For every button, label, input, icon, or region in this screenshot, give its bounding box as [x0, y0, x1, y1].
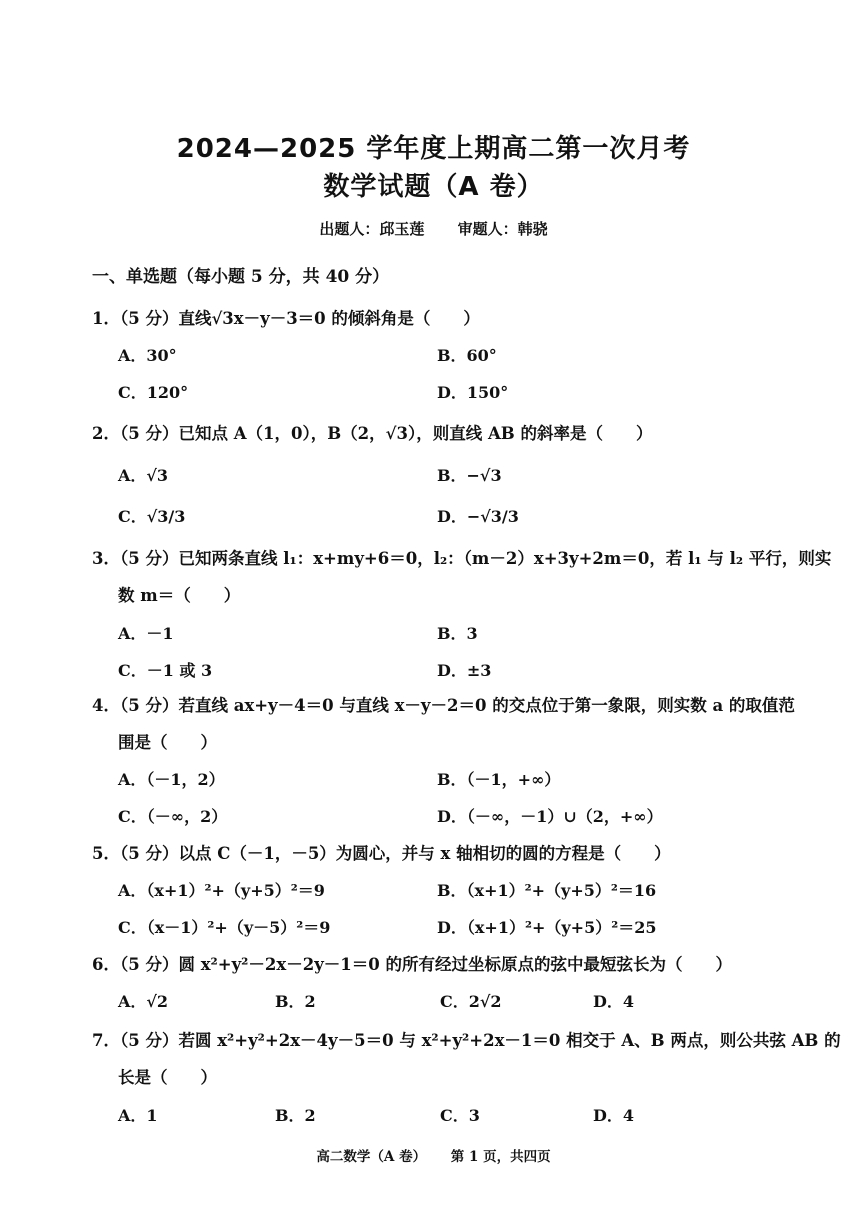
q1-option-a: A．30° — [118, 346, 177, 365]
q3-option-b: B．3 — [437, 624, 478, 643]
q2-option-c: C．√3/3 — [118, 507, 186, 526]
footer-page-number: 第 1 页，共四页 — [450, 1149, 551, 1165]
q5-option-a: A．（x+1）²+（y+5）²＝9 — [118, 881, 325, 900]
setter-label: 出题人：邱玉莲 — [319, 220, 425, 238]
q3-option-a: A．－1 — [118, 624, 174, 643]
q5-option-b: B．（x+1）²+（y+5）²＝16 — [437, 881, 657, 900]
question-7 — [92, 1031, 841, 1087]
q7-option-c: C．3 — [440, 1106, 480, 1125]
q5-option-c: C．（x－1）²+（y－5）²＝9 — [118, 918, 331, 937]
question-1: 1．（5 分）直线√3x－y－3＝0 的倾斜角是（ ） — [92, 309, 480, 328]
question-3 — [92, 549, 832, 605]
q4-option-c: C．（－∞，2） — [118, 807, 228, 826]
q7-option-b: B．2 — [275, 1106, 316, 1125]
q7-option-a: A．1 — [118, 1106, 158, 1125]
q6-option-d: D．4 — [593, 992, 635, 1011]
question-2: 2．（5 分）已知点 A（1，0），B（2，√3），则直线 AB 的斜率是（ ） — [92, 424, 653, 443]
question-7-line2: 长是（ ） — [118, 1068, 217, 1087]
q1-option-c: C．120° — [118, 383, 189, 402]
question-3-line2: 数 m＝（ ） — [118, 586, 241, 605]
authors-line — [0, 218, 867, 239]
section-heading: 一、单选题（每小题 5 分，共 40 分） — [92, 267, 390, 287]
q4-option-d: D．（－∞，－1）∪（2，+∞） — [437, 807, 663, 826]
q4-option-a: A．（－1，2） — [118, 770, 225, 789]
q1-option-b: B．60° — [437, 346, 497, 365]
q6-option-b: B．2 — [275, 992, 316, 1011]
page-footer — [0, 1145, 867, 1165]
q6-option-a: A．√2 — [118, 992, 169, 1011]
q2-option-d: D．−√3/3 — [437, 507, 519, 526]
q2-option-a: A．√3 — [118, 466, 169, 485]
q6-option-c: C．2√2 — [440, 992, 502, 1011]
exam-title: 2024—2025 学年度上期高二第一次月考 — [176, 134, 691, 164]
exam-subtitle: 数学试题（A 卷） — [323, 172, 544, 202]
q1-option-d: D．150° — [437, 383, 509, 402]
question-4-line2: 围是（ ） — [118, 733, 217, 752]
q4-option-b: B．（－1，+∞） — [437, 770, 561, 789]
question-4 — [92, 696, 795, 752]
question-3-line1: 3．（5 分）已知两条直线 l₁：x+my+6＝0，l₂：（m－2）x+3y+2m＝0，若 l₁ 与 l₂ 平行，则实 — [92, 549, 832, 568]
reviewer-label: 审题人：韩骁 — [457, 220, 548, 238]
question-5: 5．（5 分）以点 C（－1，－5）为圆心，并与 x 轴相切的圆的方程是（ ） — [92, 844, 671, 863]
q5-option-d: D．（x+1）²+（y+5）²＝25 — [437, 918, 657, 937]
q3-option-c: C．－1 或 3 — [118, 661, 213, 680]
question-4-line1: 4．（5 分）若直线 ax+y－4＝0 与直线 x－y－2＝0 的交点位于第一象限，则实数 a 的取值范 — [92, 696, 795, 715]
q2-option-b: B．−√3 — [437, 466, 502, 485]
question-7-line1: 7．（5 分）若圆 x²+y²+2x－4y－5＝0 与 x²+y²+2x－1＝0 相交于 A、B 两点，则公共弦 AB 的 — [92, 1031, 841, 1050]
q7-option-d: D．4 — [593, 1106, 635, 1125]
question-6: 6．（5 分）圆 x²+y²－2x－2y－1＝0 的所有经过坐标原点的弦中最短弦长为（ ） — [92, 955, 732, 974]
footer-subject: 高二数学（A 卷） — [316, 1149, 427, 1165]
q3-option-d: D．±3 — [437, 661, 492, 680]
